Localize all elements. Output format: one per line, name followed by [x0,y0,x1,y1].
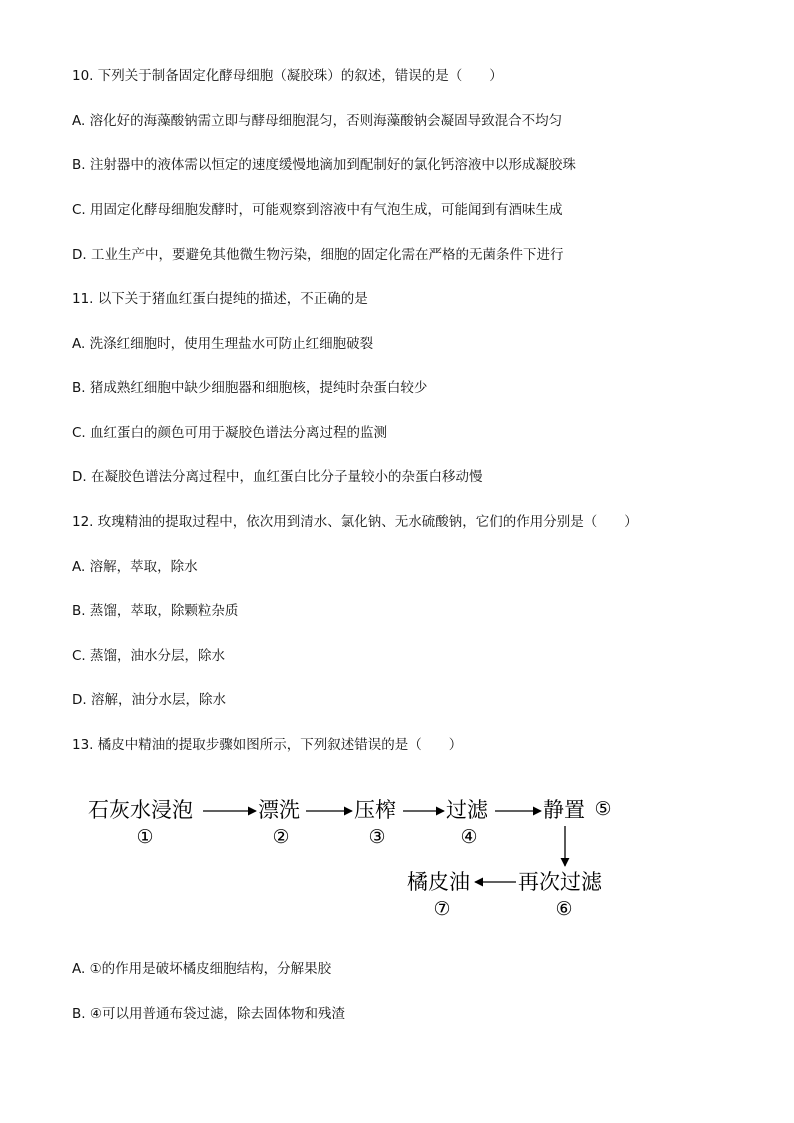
flow-step-4-num: ④ [460,826,478,848]
flow-step-1-num: ① [136,826,154,848]
flow-step-2-num: ② [272,826,290,848]
q10-option-b: B. 注射器中的液体需以恒定的速度缓慢地滴加到配制好的氯化钙溶液中以形成凝胶珠 [72,157,576,173]
flow-step-2-label: 漂洗 [258,798,300,822]
flow-step-4-label: 过滤 [446,798,488,822]
flow-step-3-label: 压榨 [354,798,396,822]
q10-option-a: A. 溶化好的海藻酸钠需立即与酵母细胞混匀，否则海藻酸钠会凝固导致混合不均匀 [72,113,563,129]
q10-option-c: C. 用固定化酵母细胞发酵时，可能观察到溶液中有气泡生成，可能闻到有酒味生成 [72,202,563,218]
flow-step-1-label: 石灰水浸泡 [88,798,193,822]
flow-step-5-num: ⑤ [594,798,612,820]
q12-option-b: B. 蒸馏，萃取，除颗粒杂质 [72,603,239,619]
flow-step-6-num: ⑥ [555,898,573,920]
q11-option-c: C. 血红蛋白的颜色可用于凝胶色谱法分离过程的监测 [72,425,388,441]
q12-stem: 12. 玫瑰精油的提取过程中，依次用到清水、氯化钠、无水硫酸钠，它们的作用分别是（ ） [72,514,638,530]
q10-stem: 10. 下列关于制备固定化酵母细胞（凝胶珠）的叙述，错误的是（ ） [72,68,503,84]
q10-option-d: D. 工业生产中，要避免其他微生物污染，细胞的固定化需在严格的无菌条件下进行 [72,247,564,263]
q12-option-d: D. 溶解，油分水层，除水 [72,692,226,708]
q11-option-a: A. 洗涤红细胞时，使用生理盐水可防止红细胞破裂 [72,336,374,352]
flow-step-7-label: 橘皮油 [407,870,470,894]
flow-step-7-num: ⑦ [433,898,451,920]
flow-step-5-label: 静置 [543,798,585,822]
q12-option-a: A. 溶解，萃取，除水 [72,559,198,575]
q11-option-d: D. 在凝胶色谱法分离过程中，血红蛋白比分子量较小的杂蛋白移动慢 [72,469,483,485]
flow-step-3-num: ③ [368,826,386,848]
q13-option-b: B. ④可以用普通布袋过滤，除去固体物和残渣 [72,1006,345,1022]
q11-option-b: B. 猪成熟红细胞中缺少细胞器和细胞核，提纯时杂蛋白较少 [72,380,428,396]
q12-option-c: C. 蒸馏，油水分层，除水 [72,648,226,664]
q13-option-a: A. ①的作用是破坏橘皮细胞结构，分解果胶 [72,961,332,977]
q11-stem: 11. 以下关于猪血红蛋白提纯的描述，不正确的是 [72,291,368,307]
q13-stem: 13. 橘皮中精油的提取步骤如图所示，下列叙述错误的是（ ） [72,737,463,753]
flow-step-6-label: 再次过滤 [518,870,602,894]
